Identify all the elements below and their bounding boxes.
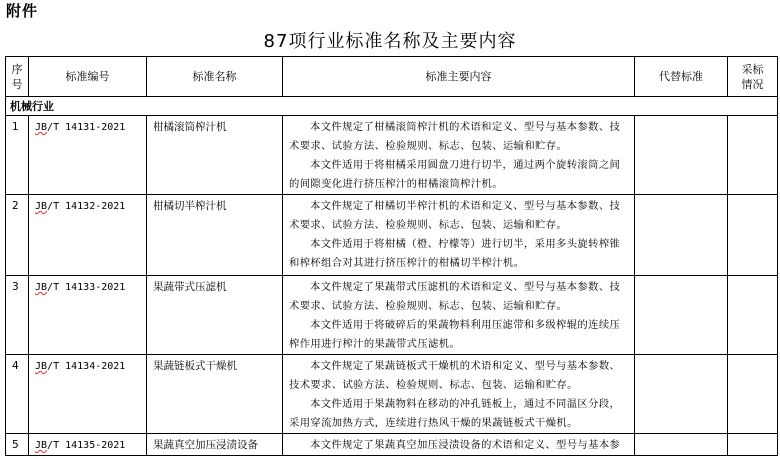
row-number: 3 bbox=[6, 276, 29, 355]
category-label: 机械行业 bbox=[6, 97, 778, 116]
row-number: 5 bbox=[6, 434, 29, 456]
header-no: 序 号 bbox=[6, 57, 29, 97]
standard-name: 柑橘切半榨汁机 bbox=[147, 195, 283, 276]
category-row bbox=[6, 97, 778, 116]
standard-name: 果蔬带式压滤机 bbox=[147, 276, 283, 355]
content-scope: 本文件规定了果蔬带式压滤机的术语和定义、型号与基本参数、技术要求、试验方法、检验规则、标志、包装、运输和贮存。 bbox=[289, 281, 621, 312]
standard-name: 果蔬链板式干燥机 bbox=[147, 355, 283, 434]
replaces-cell bbox=[635, 355, 728, 434]
adopt-cell bbox=[728, 195, 778, 276]
adopt-cell bbox=[728, 116, 778, 195]
content-applicability: 本文件适用于将柑橘采用圆盘刀进行切半，通过两个旋转滚筒之间的间隙变化进行挤压榨汁的柑橘滚筒榨汁机。 bbox=[289, 159, 621, 190]
standard-code: JB/T 14134-2021 bbox=[29, 355, 147, 434]
content-scope: 本文件规定了柑橘滚筒榨汁机的术语和定义、型号与基本参数、技术要求、试验方法、检验规则、标志、包装、运输和贮存。 bbox=[289, 121, 621, 152]
table-row bbox=[6, 355, 778, 434]
row-number: 1 bbox=[6, 116, 29, 195]
standard-code: JB/T 14135-2021 bbox=[29, 434, 147, 456]
standard-code: JB/T 14132-2021 bbox=[29, 195, 147, 276]
adopt-cell bbox=[728, 355, 778, 434]
standard-code: JB/T 14131-2021 bbox=[29, 116, 147, 195]
standard-content bbox=[283, 434, 635, 456]
standards-table bbox=[5, 56, 778, 456]
content-scope: 本文件规定了果蔬真空加压浸渍设备的术语和定义、型号与基本参 bbox=[310, 439, 621, 451]
header-content: 标准主要内容 bbox=[283, 57, 635, 97]
content-scope: 本文件规定了果蔬链板式干燥机的术语和定义、型号与基本参数、技术要求、试验方法、检验规则、标志、包装、运输和贮存。 bbox=[289, 360, 621, 391]
content-scope: 本文件规定了柑橘切半榨汁机的术语和定义、型号与基本参数、技术要求、试验方法、检验规则、标志、包装、运输和贮存。 bbox=[289, 200, 621, 231]
header-name: 标准名称 bbox=[147, 57, 283, 97]
replaces-cell bbox=[635, 434, 728, 456]
replaces-cell bbox=[635, 116, 728, 195]
header-adopt: 采标 情况 bbox=[728, 57, 778, 97]
standard-name: 柑橘滚筒榨汁机 bbox=[147, 116, 283, 195]
attachment-label: 附件 bbox=[6, 2, 39, 20]
document-title: 87项行业标准名称及主要内容 bbox=[263, 31, 517, 52]
adopt-cell bbox=[728, 434, 778, 456]
standard-name: 果蔬真空加压浸渍设备 bbox=[147, 434, 283, 456]
replaces-cell bbox=[635, 276, 728, 355]
standard-content bbox=[283, 355, 635, 434]
standard-content bbox=[283, 195, 635, 276]
content-applicability: 本文件适用于将破碎后的果蔬物料利用压滤带和多级榨辊的连续压榨作用进行榨汁的果蔬带式压滤机。 bbox=[289, 319, 621, 350]
table-row bbox=[6, 276, 778, 355]
content-applicability: 本文件适用于将柑橘（橙、柠檬等）进行切半，采用多头旋转榨锥和榨杯组合对其进行挤压榨汁的柑橘切半榨汁机。 bbox=[289, 238, 621, 269]
table-row bbox=[6, 195, 778, 276]
row-number: 4 bbox=[6, 355, 29, 434]
table-header-row bbox=[6, 57, 778, 97]
content-applicability: 本文件适用于果蔬物料在移动的冲孔链板上，通过不同温区分段，采用穿流加热方式，连续进行热风干燥的果蔬链板式干燥机。 bbox=[289, 398, 621, 429]
row-number: 2 bbox=[6, 195, 29, 276]
table-row bbox=[6, 434, 778, 456]
standard-content bbox=[283, 116, 635, 195]
adopt-cell bbox=[728, 276, 778, 355]
replaces-cell bbox=[635, 195, 728, 276]
standard-content bbox=[283, 276, 635, 355]
header-code: 标准编号 bbox=[29, 57, 147, 97]
table-row bbox=[6, 116, 778, 195]
standard-code: JB/T 14133-2021 bbox=[29, 276, 147, 355]
header-replaces: 代替标准 bbox=[635, 57, 728, 97]
